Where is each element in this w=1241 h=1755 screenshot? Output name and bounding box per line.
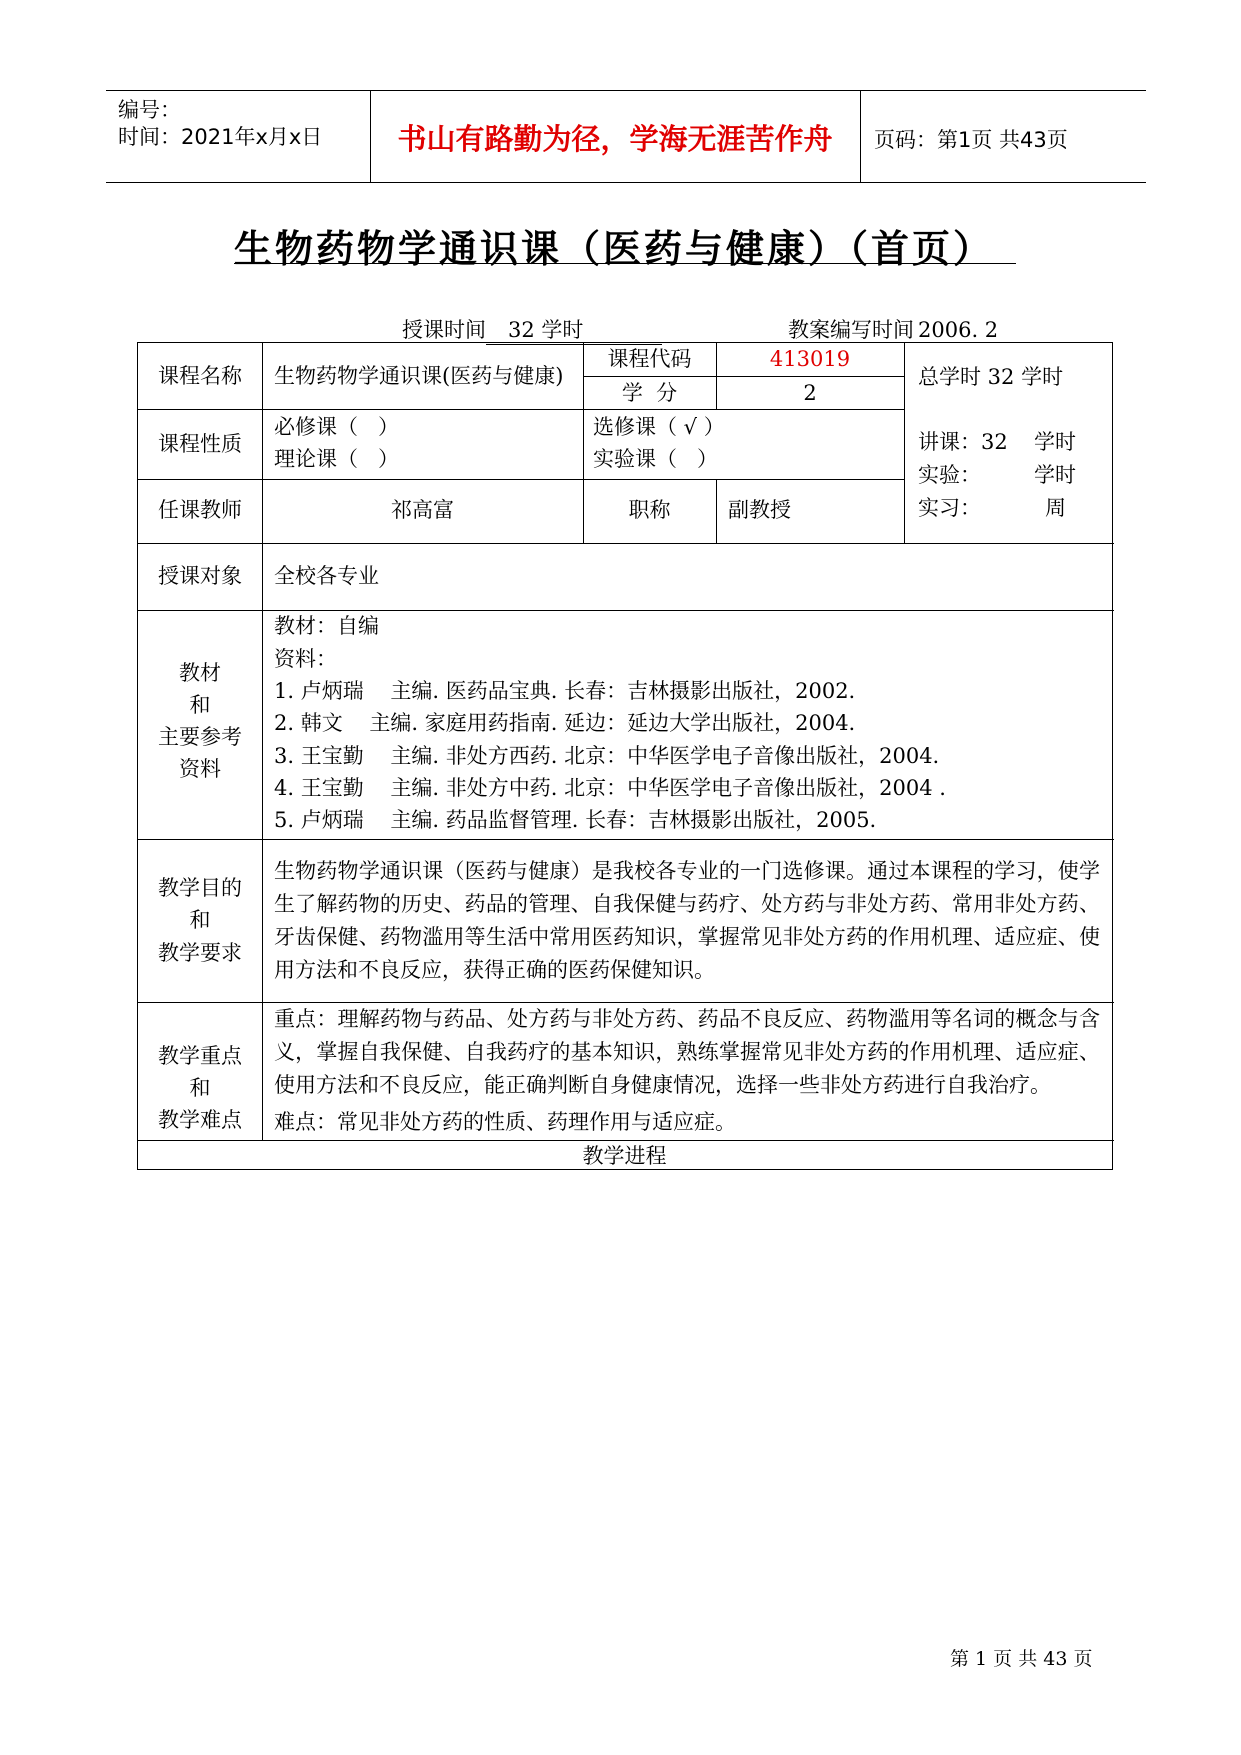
row-divider-5: [138, 839, 1114, 840]
elective-course: 选修课（ √ ）: [593, 415, 725, 439]
teaching-progress-label: 教学进程: [582, 1144, 667, 1168]
teacher-label: 任课教师: [158, 498, 242, 522]
reference-item: 4. 王宝勤 主编. 非处方中药. 北京：中华医学电子音像出版社，2004 .: [274, 776, 946, 800]
key-points-text: 重点：理解药物与药品、处方药与非处方药、药品不良反应、药物滥用等名词的概念与含义，掌握自我保健、自我药疗的基本知识，熟练掌握常见非处方药的作用机理、适应症、使用方法和不良反应，能正确判断自身健康情况，选择一些非处方药进行自我治疗。: [274, 1007, 1100, 1097]
rank-value: 副教授: [728, 498, 791, 522]
header-divider-right: [860, 90, 861, 182]
required-course: 必修课（ ）: [274, 415, 400, 439]
course-code-label: 课程代码: [607, 347, 692, 371]
rank-label: 职称: [628, 498, 671, 522]
experiment-course: 实验课（ ）: [593, 447, 719, 471]
document-title: 生物药物学通识课（医药与健康）（首页）: [234, 226, 995, 271]
row-divider-2: [138, 479, 904, 480]
total-hours: 总学时 32 学时: [918, 365, 1064, 389]
goal-label-3: 教学要求: [158, 941, 242, 965]
course-name-label: 课程名称: [158, 364, 242, 388]
course-code-value: 413019: [769, 347, 851, 371]
materials-label-1: 教材: [179, 661, 221, 685]
audience-value: 全校各专业: [274, 564, 379, 588]
motto: 书山有路勤为径，学海无涯苦作舟: [397, 122, 833, 156]
written-value: 2006. 2: [914, 318, 998, 343]
written-time: [788, 314, 998, 344]
teacher-value: 祁高富: [391, 498, 454, 522]
goal-label-2: 和: [189, 908, 211, 932]
goal-text: 生物药物学通识课（医药与健康）是我校各专业的一门选修课。通过本课程的学习，使学生了解药物的历史、药品的管理、自我保健与药疗、处方药与非处方药、常用非处方药、牙齿保健、药物滥用等生活中常用医药知识，掌握常见非处方药的作用机理、适应症、使用方法和不良反应，获得正确的医药保健知识。: [274, 859, 1100, 982]
teach-hours-label: 授课时间: [402, 318, 486, 342]
lecture-hours: 讲课：32: [918, 430, 1008, 454]
lecture-unit: 学时: [1034, 430, 1076, 454]
reference-item: 1. 卢炳瑞 主编. 医药品宝典. 长春：吉林摄影出版社，2002.: [274, 679, 856, 703]
key-label-1: 教学重点: [158, 1044, 242, 1068]
teach-hours: [402, 314, 662, 345]
col-divider-label: [262, 343, 263, 1140]
col-divider-3b: [716, 479, 717, 543]
header-bottom-rule: [106, 182, 1146, 183]
difficulty-text: 难点：常见非处方药的性质、药理作用与适应症。: [274, 1110, 736, 1134]
reference-item: 2. 韩文 主编. 家庭用药指南. 延边：延边大学出版社，2004.: [274, 711, 856, 735]
course-nature-label: 课程性质: [158, 432, 242, 456]
lab-unit: 学时: [1034, 463, 1076, 487]
course-name-value: 生物药物学通识课(医药与健康): [274, 364, 564, 388]
teach-hours-value: 32 学时: [486, 314, 662, 345]
row-divider-4: [138, 610, 1114, 611]
theory-course: 理论课（ ）: [274, 447, 400, 471]
serial-label: 编号：: [118, 98, 181, 122]
materials-label-2: 和: [189, 693, 211, 717]
row-divider-7: [138, 1140, 1114, 1141]
audience-label: 授课对象: [158, 564, 242, 588]
credit-value: 2: [803, 381, 817, 405]
row-divider-3: [138, 543, 1114, 544]
lab-hours: 实验：: [918, 463, 981, 487]
reference-item: 5. 卢炳瑞 主编. 药品监督管理. 长春：吉林摄影出版社，2005.: [274, 808, 877, 832]
credit-label: 学 分: [621, 381, 678, 405]
time-label: 时间：2021年x月x日: [118, 125, 323, 149]
practice-unit: 周: [1045, 496, 1066, 520]
goal-label-1: 教学目的: [158, 876, 242, 900]
reference-item: 3. 王宝勤 主编. 非处方西药. 北京：中华医学电子音像出版社，2004.: [274, 744, 940, 768]
page-info: 页码：第1页 共43页: [874, 128, 1068, 152]
textbook: 教材：自编: [274, 614, 379, 638]
page-footer: 第 1 页 共 43 页: [950, 1648, 1093, 1670]
practice-weeks: 实习：: [918, 496, 981, 520]
materials-label-3: 主要参考: [158, 725, 242, 749]
row-divider-code: [583, 376, 904, 377]
key-label-3: 教学难点: [158, 1108, 242, 1132]
row-divider-1: [138, 409, 904, 410]
references-label: 资料：: [274, 647, 337, 671]
title-underline: [234, 263, 1016, 264]
written-label: 教案编写时间: [788, 318, 914, 342]
course-info-table: [137, 342, 1113, 1170]
materials-label-4: 资料: [179, 757, 221, 781]
col-divider-4: [904, 343, 905, 543]
header-top-rule: [106, 90, 1146, 91]
key-label-2: 和: [189, 1076, 211, 1100]
